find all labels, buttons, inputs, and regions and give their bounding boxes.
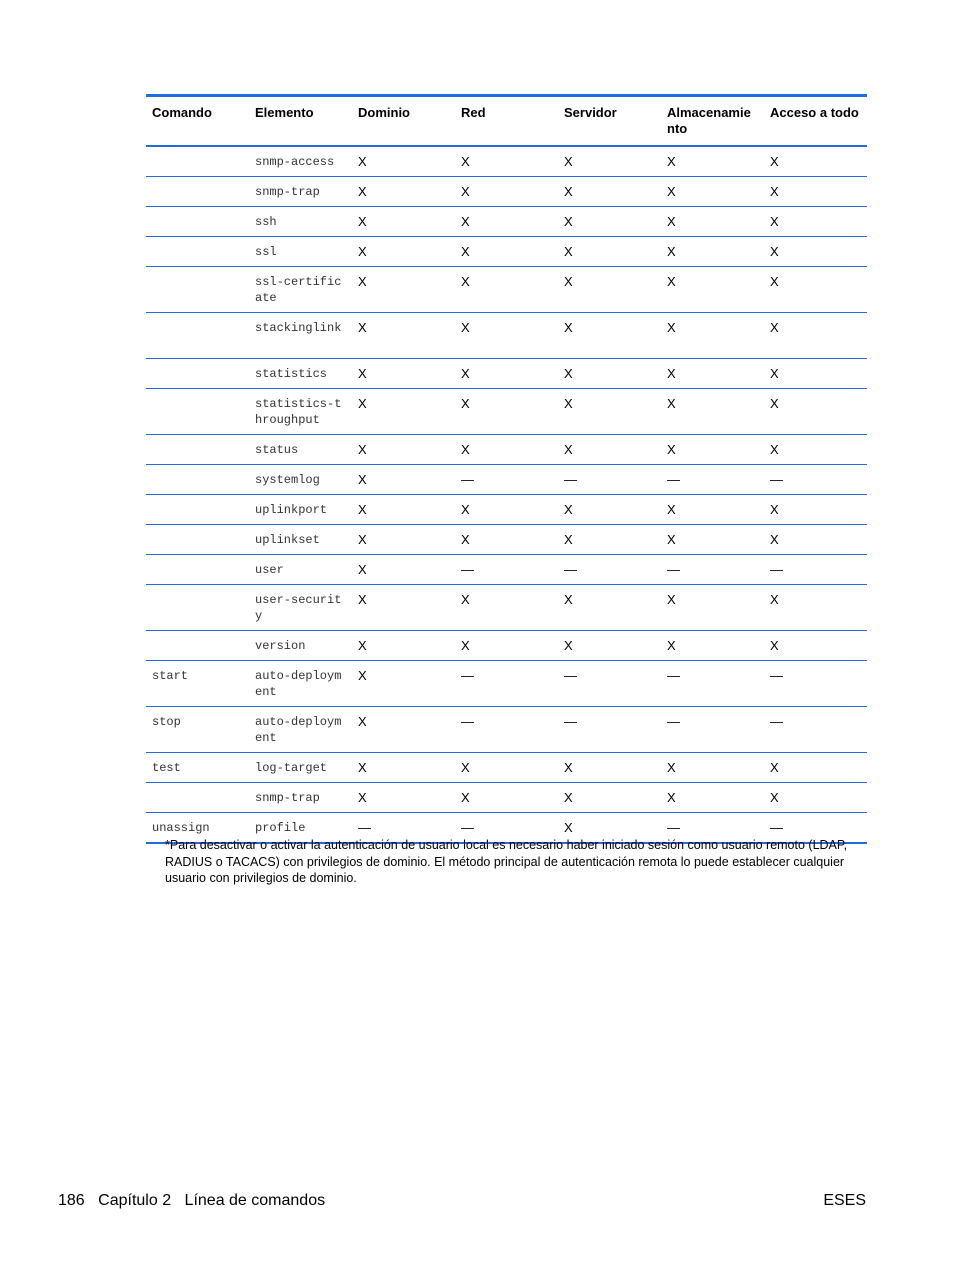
- cell-red: X: [461, 366, 470, 381]
- cell-acceso: X: [770, 638, 779, 653]
- table-row: [146, 267, 867, 313]
- cell-red: X: [461, 638, 470, 653]
- cell-red: X: [461, 790, 470, 805]
- cell-almacenamiento: X: [667, 320, 676, 335]
- cell-dominio: X: [358, 274, 367, 289]
- cell-elemento: statistics: [255, 367, 328, 381]
- cell-comando: [146, 465, 249, 495]
- cell-red: X: [461, 532, 470, 547]
- cell-red: X: [461, 760, 470, 775]
- cell-red: —: [461, 714, 474, 729]
- cell-red: X: [461, 154, 470, 169]
- cell-acceso: X: [770, 154, 779, 169]
- table-row: [146, 237, 867, 267]
- cell-dominio: X: [358, 366, 367, 381]
- table-row: [146, 707, 867, 753]
- cell-elemento: ssl: [255, 245, 277, 259]
- cell-elemento: ssl-certificate: [255, 275, 342, 305]
- cell-dominio: X: [358, 396, 367, 411]
- cell-servidor: X: [564, 592, 573, 607]
- table-row: [146, 661, 867, 707]
- cell-dominio: X: [358, 760, 367, 775]
- cell-servidor: —: [564, 668, 577, 683]
- cell-servidor: X: [564, 366, 573, 381]
- cell-dominio: X: [358, 638, 367, 653]
- cell-acceso: X: [770, 214, 779, 229]
- table-row: [146, 525, 867, 555]
- table-row: [146, 435, 867, 465]
- permissions-table: [146, 94, 867, 844]
- cell-almacenamiento: X: [667, 790, 676, 805]
- cell-servidor: X: [564, 320, 573, 335]
- cell-acceso: X: [770, 532, 779, 547]
- cell-comando: [146, 237, 249, 267]
- cell-comando: [146, 585, 249, 631]
- cell-comando: [146, 495, 249, 525]
- cell-servidor: X: [564, 274, 573, 289]
- cell-dominio: X: [358, 184, 367, 199]
- cell-acceso: —: [770, 472, 783, 487]
- cell-servidor: X: [564, 396, 573, 411]
- cell-almacenamiento: X: [667, 274, 676, 289]
- table-row: [146, 631, 867, 661]
- cell-acceso: X: [770, 396, 779, 411]
- cell-elemento: statistics-throughput: [255, 397, 342, 427]
- cell-servidor: X: [564, 760, 573, 775]
- cell-comando: [146, 177, 249, 207]
- cell-almacenamiento: X: [667, 532, 676, 547]
- cell-acceso: —: [770, 820, 783, 835]
- cell-acceso: X: [770, 592, 779, 607]
- cell-red: —: [461, 472, 474, 487]
- cell-elemento: status: [255, 443, 299, 457]
- cell-elemento: ssh: [255, 215, 277, 229]
- cell-servidor: X: [564, 502, 573, 517]
- cell-red: X: [461, 592, 470, 607]
- cell-almacenamiento: —: [667, 668, 680, 683]
- cell-elemento: auto-deployment: [255, 669, 342, 699]
- table-row: [146, 555, 867, 585]
- header-dominio: Dominio: [358, 105, 410, 120]
- cell-almacenamiento: X: [667, 442, 676, 457]
- cell-red: X: [461, 396, 470, 411]
- cell-red: X: [461, 442, 470, 457]
- cell-dominio: X: [358, 592, 367, 607]
- cell-servidor: X: [564, 790, 573, 805]
- table-row: [146, 359, 867, 389]
- cell-comando: [146, 631, 249, 661]
- cell-almacenamiento: —: [667, 472, 680, 487]
- cell-comando: start: [152, 669, 189, 683]
- cell-dominio: X: [358, 714, 367, 729]
- page-footer-locale: ESES: [823, 1192, 866, 1209]
- table-body: [146, 146, 867, 843]
- cell-red: X: [461, 214, 470, 229]
- cell-servidor: —: [564, 562, 577, 577]
- cell-elemento: log-target: [255, 761, 328, 775]
- header-acceso: Acceso a todo: [770, 105, 859, 120]
- cell-servidor: X: [564, 184, 573, 199]
- table-row: [146, 313, 867, 359]
- cell-acceso: —: [770, 562, 783, 577]
- cell-comando: [146, 435, 249, 465]
- cell-elemento: user-security: [255, 593, 342, 623]
- cell-almacenamiento: —: [667, 714, 680, 729]
- cell-elemento: profile: [255, 821, 306, 835]
- cell-elemento: uplinkport: [255, 503, 328, 517]
- cell-dominio: X: [358, 320, 367, 335]
- cell-servidor: X: [564, 214, 573, 229]
- cell-acceso: X: [770, 502, 779, 517]
- table-row: [146, 585, 867, 631]
- cell-servidor: X: [564, 154, 573, 169]
- page-footer-left: [58, 1192, 334, 1210]
- cell-comando: [146, 359, 249, 389]
- cell-acceso: —: [770, 668, 783, 683]
- header-red: Red: [461, 105, 486, 120]
- header-row: [146, 96, 867, 147]
- cell-comando: [146, 555, 249, 585]
- cell-acceso: X: [770, 790, 779, 805]
- cell-acceso: —: [770, 714, 783, 729]
- cell-dominio: X: [358, 562, 367, 577]
- cell-comando: [146, 389, 249, 435]
- cell-almacenamiento: X: [667, 638, 676, 653]
- cell-dominio: X: [358, 214, 367, 229]
- cell-elemento: systemlog: [255, 473, 320, 487]
- cell-comando: [146, 525, 249, 555]
- cell-red: X: [461, 502, 470, 517]
- cell-red: X: [461, 320, 470, 335]
- cell-elemento: user: [255, 563, 284, 577]
- cell-dominio: X: [358, 472, 367, 487]
- cell-dominio: X: [358, 154, 367, 169]
- table-row: [146, 465, 867, 495]
- cell-dominio: X: [358, 502, 367, 517]
- cell-elemento: version: [255, 639, 306, 653]
- cell-servidor: X: [564, 638, 573, 653]
- cell-elemento: auto-deployment: [255, 715, 342, 745]
- cell-dominio: X: [358, 532, 367, 547]
- cell-almacenamiento: X: [667, 760, 676, 775]
- cell-dominio: X: [358, 244, 367, 259]
- cell-servidor: —: [564, 714, 577, 729]
- header-almacenamiento: Almacenamie nto: [667, 105, 751, 136]
- table-row: [146, 146, 867, 177]
- table-row: [146, 495, 867, 525]
- cell-red: —: [461, 820, 474, 835]
- cell-almacenamiento: —: [667, 820, 680, 835]
- cell-almacenamiento: X: [667, 184, 676, 199]
- cell-servidor: X: [564, 442, 573, 457]
- cell-elemento: uplinkset: [255, 533, 320, 547]
- cell-comando: stop: [152, 715, 181, 729]
- cell-dominio: X: [358, 442, 367, 457]
- cell-red: —: [461, 668, 474, 683]
- cell-acceso: X: [770, 366, 779, 381]
- table-row: [146, 177, 867, 207]
- cell-elemento: snmp-trap: [255, 185, 320, 199]
- cell-almacenamiento: X: [667, 502, 676, 517]
- cell-dominio: X: [358, 790, 367, 805]
- cell-elemento: snmp-trap: [255, 791, 320, 805]
- cell-almacenamiento: X: [667, 244, 676, 259]
- table-row: [146, 753, 867, 783]
- cell-comando: [146, 207, 249, 237]
- cell-almacenamiento: X: [667, 396, 676, 411]
- cell-dominio: X: [358, 668, 367, 683]
- cell-acceso: X: [770, 244, 779, 259]
- chapter-title: Línea de comandos: [184, 1192, 326, 1209]
- cell-red: X: [461, 184, 470, 199]
- cell-comando: [146, 146, 249, 177]
- cell-comando: [146, 267, 249, 313]
- cell-dominio: —: [358, 820, 371, 835]
- cell-servidor: —: [564, 472, 577, 487]
- cell-red: —: [461, 562, 474, 577]
- cell-elemento: snmp-access: [255, 155, 335, 169]
- cell-servidor: X: [564, 820, 573, 835]
- cell-red: X: [461, 274, 470, 289]
- cell-acceso: X: [770, 184, 779, 199]
- cell-acceso: X: [770, 274, 779, 289]
- cell-almacenamiento: X: [667, 214, 676, 229]
- cell-servidor: X: [564, 244, 573, 259]
- cell-servidor: X: [564, 532, 573, 547]
- cell-almacenamiento: X: [667, 592, 676, 607]
- cell-comando: unassign: [152, 821, 210, 835]
- cell-red: X: [461, 244, 470, 259]
- cell-comando: [146, 313, 249, 359]
- cell-almacenamiento: X: [667, 366, 676, 381]
- cell-elemento: stackinglink: [255, 321, 342, 335]
- header-servidor: Servidor: [564, 105, 617, 120]
- cell-comando: [146, 783, 249, 813]
- cell-almacenamiento: —: [667, 562, 680, 577]
- cell-almacenamiento: X: [667, 154, 676, 169]
- table-row: [146, 207, 867, 237]
- chapter-label: Capítulo 2: [98, 1192, 172, 1209]
- cell-acceso: X: [770, 320, 779, 335]
- cell-acceso: X: [770, 760, 779, 775]
- cell-acceso: X: [770, 442, 779, 457]
- table-footnote: *Para desactivar o activar la autenticación de usuario local es necesario haber iniciado sesión como usuario remoto (LDAP, RADIUS o TACACS) con privilegios de dominio. El método principal de autenticación remota lo puede establecer cualquier usuario con privilegios de dominio.: [165, 838, 848, 885]
- header-comando: Comando: [152, 105, 212, 120]
- page-number: 186: [58, 1192, 85, 1209]
- table-row: [146, 389, 867, 435]
- table-header: [146, 96, 867, 147]
- table-row: [146, 783, 867, 813]
- cell-comando: test: [152, 761, 181, 775]
- header-elemento: Elemento: [255, 105, 314, 120]
